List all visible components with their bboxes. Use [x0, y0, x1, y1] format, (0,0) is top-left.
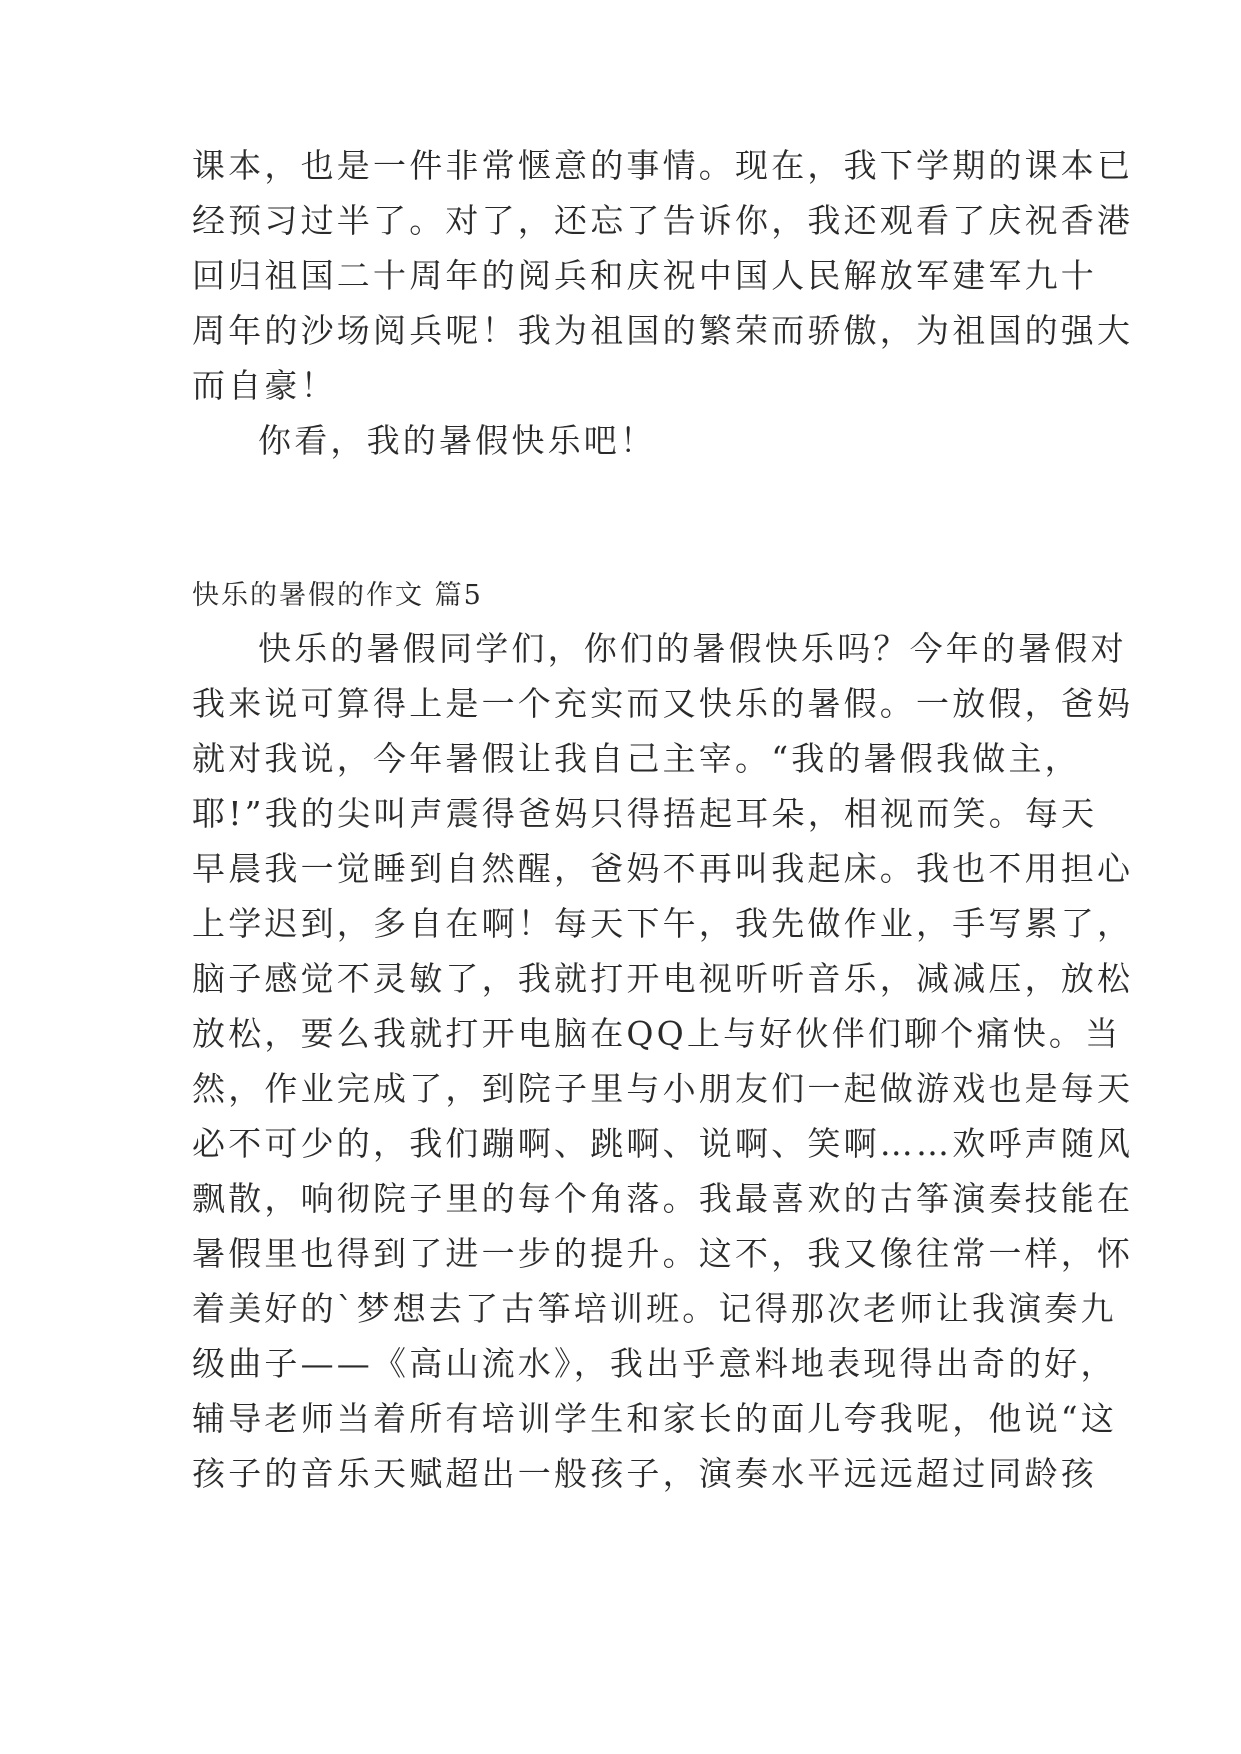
paragraph-line: 课本，也是一件非常惬意的事情。现在，我下学期的课本已: [192, 146, 1134, 185]
essay-continuation: [192, 138, 1134, 468]
paragraph-line: 暑假里也得到了进一步的提升。这不，我又像往常一样，怀: [192, 1234, 1134, 1273]
paragraph-line: 然，作业完成了，到院子里与小朋友们一起做游戏也是每天: [192, 1069, 1134, 1108]
paragraph-line: 快乐的暑假同学们，你们的暑假快乐吗？今年的暑假对: [258, 629, 1127, 668]
paragraph-line: 就对我说，今年暑假让我自己主宰。“我的暑假我做主，: [192, 739, 1081, 778]
paragraph-line: 必不可少的，我们蹦啊、跳啊、说啊、笑啊……欢呼声随风: [192, 1124, 1134, 1163]
paragraph-line: 经预习过半了。对了，还忘了告诉你，我还观看了庆祝香港: [192, 201, 1134, 240]
essay-body: [192, 621, 1134, 1501]
closing-line: 你看，我的暑假快乐吧！: [258, 421, 657, 460]
paragraph-line: 脑子感觉不灵敏了，我就打开电视听听音乐，减减压，放松: [192, 959, 1134, 998]
paragraph-line: 放松，要么我就打开电脑在QQ上与好伙伴们聊个痛快。当: [192, 1014, 1122, 1053]
paragraph-line: 辅导老师当着所有培训学生和家长的面儿夸我呢，他说“这: [192, 1399, 1118, 1438]
paragraph-line: 早晨我一觉睡到自然醒，爸妈不再叫我起床。我也不用担心: [192, 849, 1134, 888]
paragraph-line: 孩子的音乐天赋超出一般孩子，演奏水平远远超过同龄孩: [192, 1454, 1097, 1493]
paragraph-line: 级曲子——《高山流水》，我出乎意料地表现得出奇的好，: [192, 1344, 1117, 1383]
paragraph-line: 飘散，响彻院子里的每个角落。我最喜欢的古筝演奏技能在: [192, 1179, 1134, 1218]
paragraph-line: 回归祖国二十周年的阅兵和庆祝中国人民解放军建军九十: [192, 256, 1097, 295]
paragraph-line: 上学迟到，多自在啊！每天下午，我先做作业，手写累了，: [192, 904, 1134, 943]
paragraph-line: 耶!”我的尖叫声震得爸妈只得捂起耳朵，相视而笑。每天: [192, 794, 1098, 833]
paragraph-line: 我来说可算得上是一个充实而又快乐的暑假。一放假，爸妈: [192, 684, 1134, 723]
paragraph-line: 着美好的`梦想去了古筝培训班。记得那次老师让我演奏九: [192, 1289, 1117, 1328]
paragraph-line: 而自豪！: [192, 366, 337, 405]
essay-heading: 快乐的暑假的作文 篇5: [192, 580, 483, 611]
paragraph-line: 周年的沙场阅兵呢！我为祖国的繁荣而骄傲，为祖国的强大: [192, 311, 1134, 350]
